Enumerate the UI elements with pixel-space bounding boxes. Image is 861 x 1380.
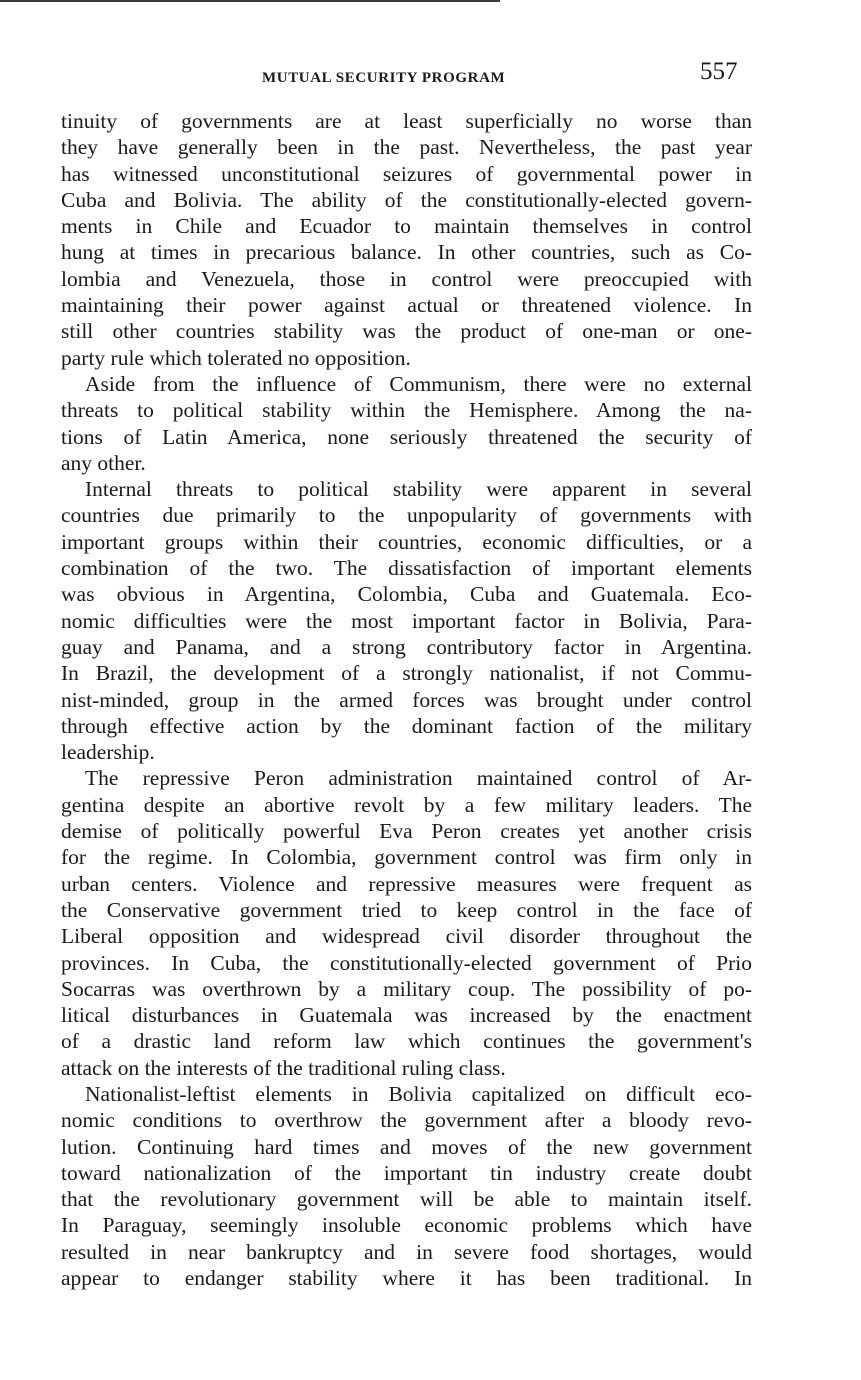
text-line: lution. Continuing hard times and moves of the new government xyxy=(61,1134,752,1159)
page-number: 557 xyxy=(700,58,738,85)
text-line: tions of Latin America, none seriously threatened the security of xyxy=(61,424,752,449)
text-line: Internal threats to political stability were apparent in several xyxy=(85,477,752,502)
text-line: important groups within their countries, economic difficulties, or a xyxy=(61,529,752,554)
text-line: countries due primarily to the unpopularity of governments with xyxy=(61,503,752,528)
text-line: In Paraguay, seemingly insoluble economic problems which have xyxy=(61,1213,752,1238)
text-line: ments in Chile and Ecuador to maintain themselves in control xyxy=(61,214,752,239)
text-line: any other. xyxy=(61,450,146,475)
text-line: Cuba and Bolivia. The ability of the constitutionally-elected govern- xyxy=(61,187,752,212)
text-line: hung at times in precarious balance. In other countries, such as Co- xyxy=(61,240,752,265)
text-line: attack on the interests of the traditional ruling class. xyxy=(61,1055,506,1080)
text-line: Aside from the influence of Communism, there were no external xyxy=(85,371,752,396)
paragraph xyxy=(61,476,752,765)
text-line: The repressive Peron administration maintained control of Ar- xyxy=(85,766,752,791)
text-line: combination of the two. The dissatisfaction of important elements xyxy=(61,556,752,581)
top-edge-rule xyxy=(0,0,500,2)
text-line: gentina despite an abortive revolt by a few military leaders. The xyxy=(61,792,752,817)
text-line: still other countries stability was the product of one-man or one- xyxy=(61,319,752,344)
text-line: appear to endanger stability where it has been traditional. In xyxy=(61,1266,752,1291)
text-line: lombia and Venezuela, those in control were preoccupied with xyxy=(61,266,752,291)
text-line: guay and Panama, and a strong contributory factor in Argentina. xyxy=(61,634,752,659)
text-line: through effective action by the dominant faction of the military xyxy=(61,713,752,738)
paragraph xyxy=(61,765,752,1081)
running-head: MUTUAL SECURITY PROGRAM xyxy=(262,70,506,86)
text-line: was obvious in Argentina, Colombia, Cuba and Guatemala. Eco- xyxy=(61,582,752,607)
text-line: party rule which tolerated no opposition. xyxy=(61,345,411,370)
text-line: nomic difficulties were the most important factor in Bolivia, Para- xyxy=(61,608,752,633)
text-line: nomic conditions to overthrow the government after a bloody revo- xyxy=(61,1108,752,1133)
text-line: toward nationalization of the important tin industry create doubt xyxy=(61,1160,752,1185)
paragraph xyxy=(61,1081,752,1291)
text-line: has witnessed unconstitutional seizures of governmental power in xyxy=(61,161,752,186)
text-line: threats to political stability within the Hemisphere. Among the na- xyxy=(61,398,752,423)
text-line: leadership. xyxy=(61,740,155,765)
paragraph xyxy=(61,108,752,371)
body-text xyxy=(61,108,752,1291)
text-line: Socarras was overthrown by a military coup. The possibility of po- xyxy=(61,976,752,1001)
text-line: that the revolutionary government will be able to maintain itself. xyxy=(61,1187,752,1212)
text-line: they have generally been in the past. Nevertheless, the past year xyxy=(61,135,752,160)
paragraph xyxy=(61,371,752,476)
text-line: litical disturbances in Guatemala was increased by the enactment xyxy=(61,1003,752,1028)
text-line: Liberal opposition and widespread civil disorder throughout the xyxy=(61,924,752,949)
text-line: nist-minded, group in the armed forces was brought under control xyxy=(61,687,752,712)
text-line: urban centers. Violence and repressive measures were frequent as xyxy=(61,871,752,896)
text-line: Nationalist-leftist elements in Bolivia capitalized on difficult eco- xyxy=(85,1081,752,1106)
text-line: tinuity of governments are at least superficially no worse than xyxy=(61,109,752,133)
text-line: for the regime. In Colombia, government control was firm only in xyxy=(61,845,752,870)
text-line: of a drastic land reform law which continues the government's xyxy=(61,1029,752,1054)
text-line: In Brazil, the development of a strongly nationalist, if not Commu- xyxy=(61,661,752,686)
text-line: maintaining their power against actual or threatened violence. In xyxy=(61,293,752,318)
text-line: demise of politically powerful Eva Peron creates yet another crisis xyxy=(61,819,752,844)
text-line: resulted in near bankruptcy and in severe food shortages, would xyxy=(61,1239,752,1264)
text-line: provinces. In Cuba, the constitutionally-elected government of Prio xyxy=(61,950,752,975)
text-line: the Conservative government tried to keep control in the face of xyxy=(61,897,752,922)
